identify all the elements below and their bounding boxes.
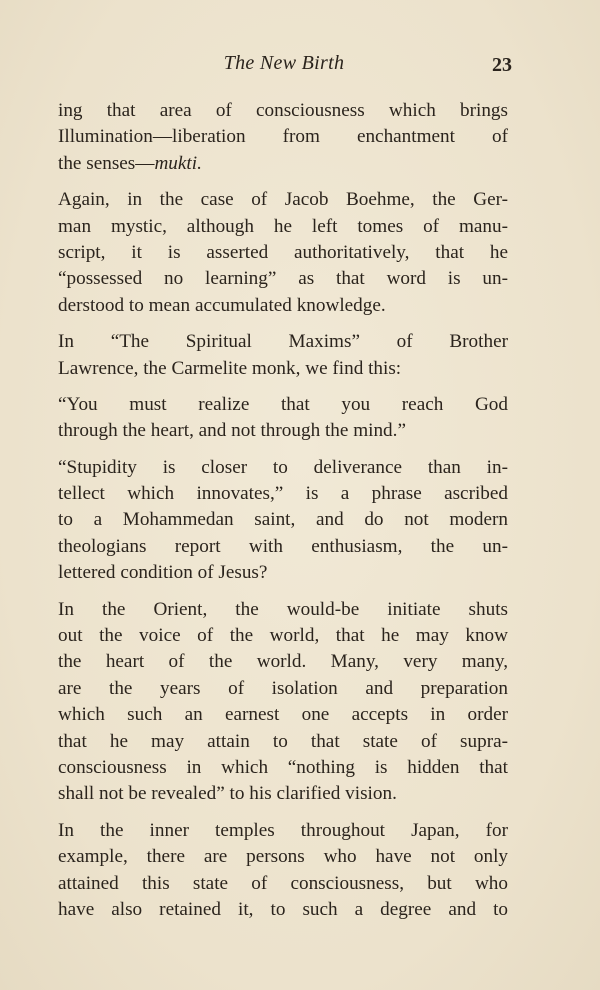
page-body	[58, 98, 508, 933]
paragraph	[58, 392, 508, 445]
text-line: In “The Spiritual Maxims” of Brother	[58, 331, 508, 353]
paragraph	[58, 455, 508, 587]
paragraph	[58, 818, 508, 924]
text-line: have also retained it, to such a degree and to	[58, 898, 508, 920]
text-line: Illumination—liberation from enchantment of	[58, 126, 508, 148]
text-line: ing that area of consciousness which brings	[58, 100, 508, 121]
text-line: Lawrence, the Carmelite monk, we find this:	[58, 357, 402, 379]
paragraph	[58, 329, 508, 382]
text-line	[58, 151, 508, 177]
text-line: consciousness in which “nothing is hidden that	[58, 756, 508, 778]
text-line: are the years of isolation and preparation	[58, 677, 508, 699]
text-line: “Stupidity is closer to deliverance than in-	[58, 456, 508, 478]
italic-term: mukti.	[154, 152, 202, 174]
text-line: which such an earnest one accepts in order	[58, 704, 508, 726]
text-line: tellect which innovates,” is a phrase ascribed	[58, 483, 508, 505]
text-line: theologians report with enthusiasm, the un-	[58, 535, 508, 557]
text-line: lettered condition of Jesus?	[58, 562, 268, 584]
paragraph	[58, 98, 508, 177]
text-line: example, there are persons who have not only	[58, 846, 508, 868]
text-line: “You must realize that you reach God	[58, 393, 508, 415]
text-line: In the Orient, the would-be initiate shuts	[58, 598, 508, 620]
text-line: out the voice of the world, that he may know	[58, 625, 508, 647]
running-title: The New Birth	[223, 52, 345, 74]
text-line: script, it is asserted authoritatively, that he	[58, 241, 508, 263]
text-line: to a Mohammedan saint, and do not modern	[58, 509, 508, 531]
page-header	[58, 52, 510, 82]
text-line: shall not be revealed” to his clarified vision.	[58, 783, 397, 805]
text-line: In the inner temples throughout Japan, for	[58, 819, 508, 841]
text-line: “possessed no learning” as that word is un-	[58, 268, 508, 290]
text-segment: the senses—	[58, 152, 155, 174]
text-line: Again, in the case of Jacob Boehme, the Ger-	[58, 189, 508, 211]
paragraph	[58, 187, 508, 319]
text-line: derstood to mean accumulated knowledge.	[58, 294, 386, 316]
text-line: that he may attain to that state of supra-	[58, 730, 508, 752]
paragraph	[58, 597, 508, 808]
page-number: 23	[492, 54, 512, 76]
text-line: attained this state of consciousness, but who	[58, 872, 508, 894]
text-line: through the heart, and not through the mind.”	[58, 420, 406, 442]
text-line: the heart of the world. Many, very many,	[58, 651, 508, 673]
text-line: man mystic, although he left tomes of manu-	[58, 215, 508, 237]
